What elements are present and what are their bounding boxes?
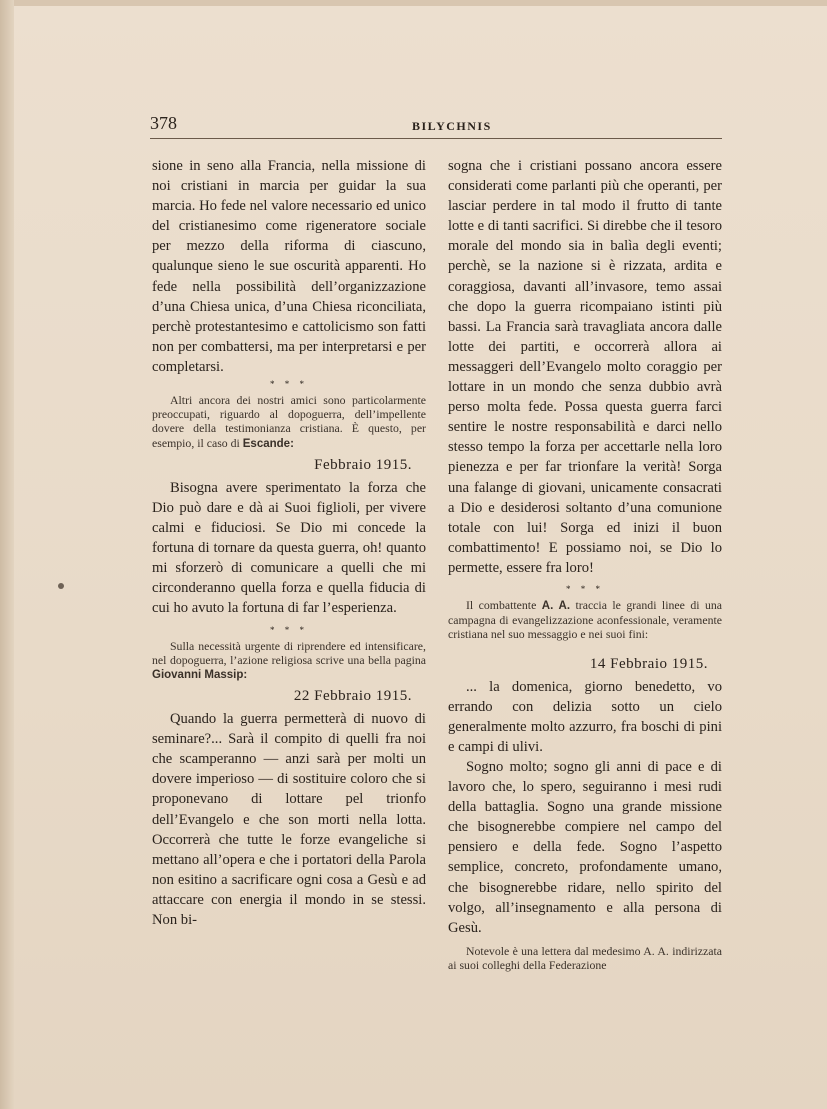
right-paragraph-2: ... la domenica, giorno benedetto, vo errando con delizia sotto un cielo generalmente molto azzurro, fra boschi di pini e campi di ulivi. — [448, 678, 722, 755]
section-separator: * * * — [270, 624, 308, 635]
section-separator: * * * — [566, 583, 604, 594]
editorial-note-3-post: traccia le grandi linee di una campagna di evangelizzazione aconfessionale, veramente cristiana nel suo messaggio e nei suoi fini: — [448, 597, 722, 642]
right-paragraph-3: Sogno molto; sogno gli anni di pace e di lavoro che, lo spero, seguiranno i mesi rudi della battaglia. Sogno una grande missione che bisognerebbe compiere nel campo del pensiero e della fede. Sogno l’aspetto semplice, concreto, profondamente umano, che bisognerebbe ridare, nello spirito del volgo, all’insegnamento e alla persona di Gesù. — [448, 758, 722, 936]
editorial-note-4: Notevole è una lettera dal medesimo A. A. indirizzata ai suoi colleghi della Federazione — [448, 943, 722, 972]
editorial-note-1-text: Altri ancora dei nostri amici sono particolarmente preoccupati, riguardo al dopoguerra, dell’impellente dovere della testimonianza cristiana. È questo, per esempio, il caso di — [152, 393, 426, 450]
letter-date-1: Febbraio 1915. — [314, 456, 412, 473]
editorial-note-2 — [152, 639, 426, 683]
editorial-note-3-pre: Il combattente — [466, 597, 537, 612]
editorial-note-2-text: Sulla necessità urgente di riprendere ed intensificare, nel dopoguerra, l’azione religiosa scrive una bella pagina — [152, 638, 426, 667]
author-name-escande: Escande: — [242, 437, 294, 450]
page-number: 378 — [150, 113, 177, 133]
left-paragraph-1: sione in seno alla Francia, nella missione di noi cristiani in marcia per guidar la sua marcia. Ho fede nel valore necessario ed unico del cristianesimo come rigeneratore sociale per mezzo della riforma di ciascuno, qualunque sieno le sue oscurità apparenti. Ho fede nella possibilità dell’organizzazione d’una Chiesa unica, d’una Chiesa riconciliata, perchè protestantesimo e cattolicismo son fatti non per combattersi, ma per interpretarsi e per completarsi. — [152, 158, 426, 375]
section-separator: * * * — [270, 379, 308, 390]
left-paragraph-2: Bisogna avere sperimentato la forza che Dio può dare e dà ai Suoi figlioli, per vivere calmi e fiduciosi. Se Dio mi concede la fortuna di tornare da questa guerra, oh! quanto mi sforzerò di comunicare a quelli che mi circonderanno quella forza e quella fiducia di cui ho avuto la fortuna di far l’esperienza. — [152, 479, 426, 617]
paper-stain — [58, 583, 64, 589]
header-rule — [150, 138, 722, 139]
left-paragraph-3: Quando la guerra permetterà di nuovo di seminare?... Sarà il compito di quelli fra noi che scamperanno — anzi sarà per molti un dovere imperioso — di sostituire coloro che si proponevano di lottare pel trionfo dell’Evangelo e che son morti nella lotta. Occorrerà che tutte le forze evangeliche si mettano all’opera e che i portatori della Parola non esitino a sacrificare ogni cosa a Gesù e ad attaccare con energia il mondo in se stessi. Non bi- — [152, 711, 426, 929]
running-head: BILYCHNIS — [412, 119, 492, 133]
right-paragraph-1: sogna che i cristiani possano ancora essere considerati come parlanti più che operanti, per lasciar perdere in tal modo il frutto di tante lotte e di tanti sacrifici. Si direbbe che il tesoro morale del mondo sia in balìa degli eventi; perchè, se la nazione si è rizzata, ardita e coraggiosa, davanti all’invasore, temo assai che dopo la guerra ricompaiano istinti più bassi. La Francia sarà travagliata ancora dalle lotte dei partiti, e occorrerà allora ai messaggeri dell’Evangelo molto coraggio per lottare in un mondo che senza dubbio avrà perso molta fede. Possa questa guerra farci sentire le nostre responsabilità e darci nello stesso tempo la forza per accettarle nella loro pienezza e per far trionfare la verità! Sorga una falange di giovani, unicamente consacrati a Dio e desiderosi soltanto d’una comunione totale con lui! Sorga ed inizi il buon combattimento! E possiamo noi, se Dio lo permette, essere fra loro! — [448, 158, 722, 576]
author-name-aa: A. A. — [541, 599, 571, 612]
author-name-massip: Giovanni Massip: — [152, 668, 248, 681]
right-column — [448, 156, 722, 972]
letter-date-2: 22 Febbraio 1915. — [293, 688, 412, 705]
left-column — [152, 156, 426, 930]
letter-date-3: 14 Febbraio 1915. — [589, 655, 708, 672]
page-header — [150, 113, 722, 137]
editorial-note-1 — [152, 393, 426, 451]
page-top-edge — [0, 0, 827, 6]
editorial-note-3 — [448, 598, 722, 642]
page-left-edge — [0, 0, 14, 1109]
